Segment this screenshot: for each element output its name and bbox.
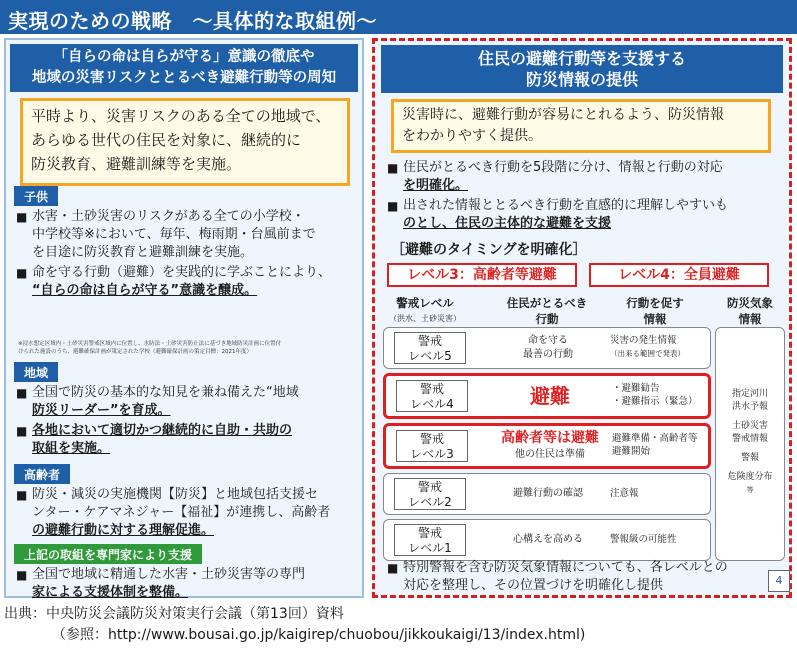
list-item: ■ 命を守る行動（避難）を実践的に学ぶことにより、 “自らの命は自らが守る”意識を醸成。 [16, 264, 356, 300]
list-item: ■ 出された情報ととるべき行動を直感的に理解しやすいも のとし、住民の主体的な避難を支援 [387, 197, 787, 233]
right-bottom-bullets [387, 559, 787, 597]
alert-info: ・避難勧告 ・避難指示（緊急） [612, 383, 698, 407]
table-row [383, 423, 711, 469]
resident-action: 避難行動の確認 [513, 488, 583, 499]
alert-info: 避難準備・高齢者等 避難開始 [612, 433, 698, 457]
footnote: ※浸水想定区域内・土砂災害警戒区域内に位置し、水防法・土砂災害防止法に基づき地域防災計画に位置付 けられた施設のうち、避難確保計画が策定された学校（避難確保計画の策定目標：2021年度） [18, 341, 282, 355]
col-header-info: 行動を促す 情報 [626, 296, 684, 326]
source-footer [4, 604, 585, 646]
section-tag-elderly: 高齢者 [14, 464, 70, 484]
resident-action: 命を守る 最善の行動 [523, 335, 573, 360]
level-badge: 警戒 レベル5 [394, 332, 466, 364]
left-intro-box: 平時より、災害リスクのある全ての地域で、 あらゆる世代の住民を対象に、継続的に 防災教育、避難訓練等を実施。 [20, 98, 350, 186]
source-link[interactable]: （参照：http://www.bousai.go.jp/kaigirep/chuobou/jikkoukaigi/13/index.html) [52, 627, 586, 643]
level-badge: 警戒 レベル2 [394, 478, 466, 510]
list-item: ■ 全国で地域に精通した水害・土砂災害等の専門 家による支援体制を整備。 [16, 566, 356, 602]
timing-title: ［避難のタイミングを明確化］ [391, 242, 587, 258]
left-panel-header: 「自らの命は自らが守る」意識の徹底や 地域の災害リスクととるべき避難行動等の周知 [10, 44, 358, 92]
right-panel [372, 38, 792, 598]
community-bullets [16, 384, 356, 460]
source-line: 出典：中央防災会議防災対策実行会議（第13回）資料 [4, 606, 344, 622]
section-tag-children: 子供 [14, 186, 58, 206]
table-row [383, 473, 711, 515]
experts-bullets [16, 566, 356, 604]
list-item: ■ 特別警報を含む防災気象情報についても、各レベルとの 対応を整理し、その位置づけを明確化し提供 [387, 559, 787, 595]
right-bullets [387, 159, 787, 235]
page-title: 実現のための戦略 〜具体的な取組例〜 [8, 9, 377, 33]
col-header-level: 警戒レベル （洪水、土砂災害） [389, 296, 461, 323]
level3-tag: レベル3：高齢者等避難 [387, 263, 577, 287]
alert-info: 警報級の可能性 [610, 534, 677, 545]
weather-info-column: 指定河川 洪水予報 土砂災害 警戒情報 警報 危険度分布 等 [715, 327, 785, 561]
resident-action: 心構えを高める [513, 534, 583, 545]
title-bar [0, 0, 797, 34]
list-item: ■ 水害・土砂災害のリスクがある全ての小学校・ 中学校等※において、毎年、梅雨期・台風前まで を目途に防災教育と避難訓練を実施。 [16, 208, 356, 262]
level-badge: 警戒 レベル1 [394, 524, 466, 556]
col-header-weather: 防災気象 情報 [727, 296, 773, 326]
section-tag-community: 地域 [14, 362, 58, 382]
table-row [383, 327, 711, 369]
list-item: ■ 各地において適切かつ継続的に自助・共助の 取組を実施。 [16, 422, 356, 458]
table-row [383, 373, 711, 419]
list-item: ■ 防災・減災の実施機関【防災】と地域包括支援セ ンター・ケアマネジャー【福祉】が連携し、高齢者 の避難行動に対する理解促進。 [16, 486, 356, 540]
level4-tag: レベル4：全員避難 [589, 263, 769, 287]
left-panel [4, 38, 364, 598]
section-tag-experts: 上記の取組を専門家により支援 [14, 544, 202, 564]
page-number: 4 [768, 570, 790, 592]
resident-action: 避難 [530, 384, 570, 408]
alert-info: 注意報 [610, 488, 639, 499]
elderly-bullets [16, 486, 356, 542]
table-row [383, 519, 711, 561]
right-intro-box: 災害時に、避難行動が容易にとれるよう、防災情報 をわかりやすく提供。 [391, 99, 771, 153]
list-item: ■ 全国で防災の基本的な知見を兼ね備えた“地域 防災リーダー”を育成。 [16, 384, 356, 420]
right-panel-header: 住民の避難行動等を支援する 防災情報の提供 [381, 45, 783, 93]
list-item: ■ 住民がとるべき行動を5段階に分け、情報と行動の対応 を明確化。 [387, 159, 787, 195]
children-bullets [16, 208, 356, 302]
resident-action: 高齢者等は避難 他の住民は準備 [501, 430, 599, 460]
level-badge: 警戒 レベル4 [396, 380, 468, 412]
alert-info: 災害の発生情報 （出来る範囲で発表） [610, 335, 685, 358]
level-badge: 警戒 レベル3 [396, 430, 468, 462]
col-header-action: 住民がとるべき 行動 [506, 296, 588, 326]
